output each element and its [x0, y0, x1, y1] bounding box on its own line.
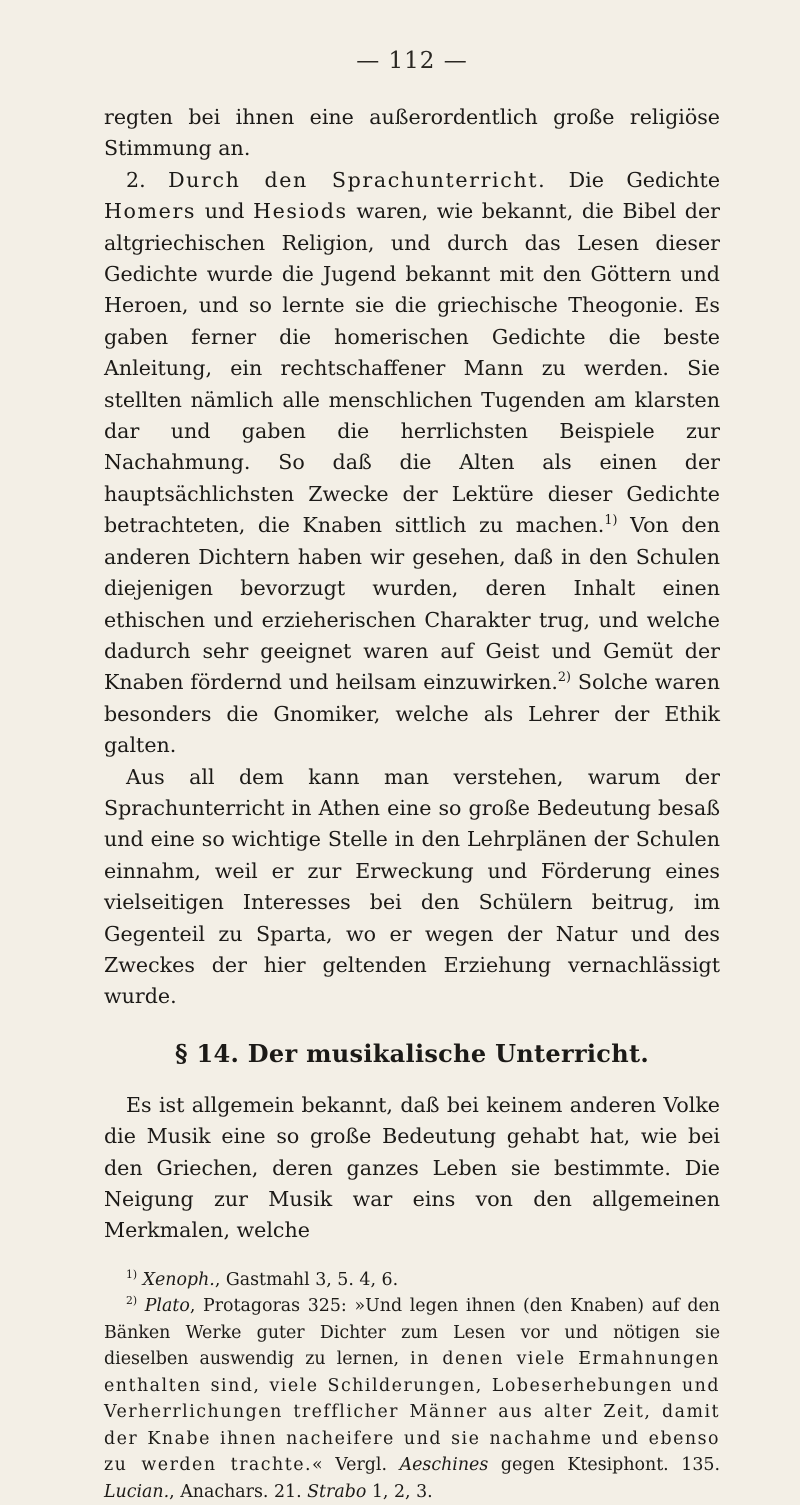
footnote-marker: 2)	[126, 1294, 138, 1308]
footnote-author: Aeschines	[399, 1455, 489, 1476]
list-number: 2.	[126, 167, 169, 192]
footnote-1: $^{1)}$ Xenoph., Gastmahl 3, 5. 4, 6.	[126, 1268, 399, 1290]
paragraph-heading: Durch den Sprachunterricht.	[168, 167, 547, 192]
footnote-ref-2: 2)	[557, 670, 571, 686]
footnote-author: Xenoph.	[142, 1269, 215, 1290]
footnote-2: $^{2)}$ Plato, Protagoras 325: »Und legen ihnen (den Knaben) auf den Bänken Werke guter Dichter zum Lesen vor und nötigen sie dieselben auswendig zu lernen, in denen viele Ermahnungen enthalten sind, viele Schilderungen, Lobeserhebungen und Verherrlichungen trefflicher Männer aus alter Zeit, damit der Knabe ihnen nacheifere und sie nachahme und ebenso zu werden trachte.« Vergl. Aeschines gegen Ktesiphont. 135. Lucian., Anachars. 21. Strabo 1, 2, 3.	[104, 1294, 721, 1502]
footnote-quote-emphasis: in denen viele Ermahnungen enthalten sind, viele Schilderungen, Lobeserhebungen und Verherrlichungen trefflicher Männer aus alter Zeit, damit der Knabe ihnen nacheifere und sie nachahme und ebenso zu werden trachte.	[104, 1349, 720, 1476]
footnote-author: Lucian.	[104, 1481, 170, 1502]
name-hesiod: Hesiods	[253, 199, 348, 224]
footnote-ref-1: 1)	[604, 513, 618, 529]
section-heading: § 14. Der musikalische Unterricht.	[174, 1038, 650, 1068]
footnotes	[104, 1267, 720, 1505]
paragraph-sprachunterricht: 2. Durch den Sprachunterricht. Die Gedichte Homers und Hesiods waren, wie bekannt, die Bibel der altgriechischen Religion, und durch das Lesen dieser Gedichte wurde die Jugend bekannt mit den Göttern und Heroen, und so lernte sie die griechische Theogonie. Es gaben ferner die homerischen Gedichte die beste Anleitung, ein rechtschaffener Mann zu werden. Sie stellten nämlich alle menschlichen Tugenden am klarsten dar und gaben die herrlichsten Beispiele zur Nachahmung. So daß die Alten als einen der hauptsächlichsten Zwecke der Lektüre dieser Gedichte betrachteten, die Knaben sittlich zu machen.$^{1)}$ Von den anderen Dichtern haben wir gesehen, daß in den Schulen diejenigen bevorzugt wurden, deren Inhalt einen ethischen und erzieherischen Charakter trug, und welche dadurch sehr geeignet waren auf Geist und Gemüt der Knaben fördernd und heilsam einzuwirken.$^{2)}$ Solche waren besonders die Gnomiker, welche als Lehrer der Ethik galten.	[104, 167, 721, 758]
paragraph-continued: regten bei ihnen eine außerordentlich große religiöse Stimmung an.	[104, 105, 720, 161]
paragraph-musik: Es ist allgemein bekannt, daß bei keinem anderen Volke die Musik eine so große Bedeutung gehabt hat, wie bei den Griechen, deren ganzes Leben sie bestimmte. Die Neigung zur Musik war eins von den allgemeinen Merkmalen, welche	[104, 1092, 720, 1243]
footnote-author: Strabo	[307, 1481, 367, 1502]
paragraph-conclusion: Aus all dem kann man verstehen, warum der Sprachunterricht in Athen eine so große Bedeutung besaß und eine so wichtige Stelle in den Lehrplänen der Schulen einnahm, weil er zur Erweckung und Förderung eines vielseitigen Interesses bei den Schülern beitrug, im Gegenteil zu Sparta, wo er wegen der Natur und des Zweckes der hier geltenden Erziehung vernachlässigt wurde.	[104, 764, 720, 1009]
footnote-author: Plato	[144, 1296, 190, 1317]
main-text	[104, 102, 720, 1247]
page-number: — 112 —	[356, 48, 468, 74]
name-homer: Homers	[104, 199, 197, 224]
footnote-marker: 1)	[126, 1268, 138, 1282]
